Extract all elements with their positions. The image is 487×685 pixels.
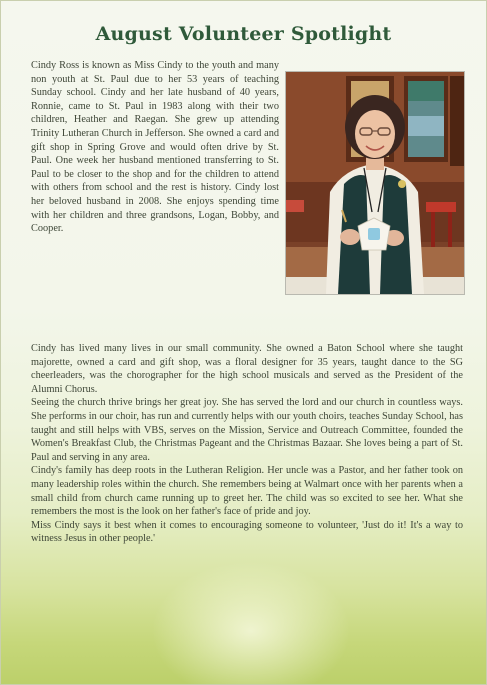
background-glow [151, 561, 351, 685]
page-title: August Volunteer Spotlight [95, 23, 392, 45]
intro-column [31, 59, 279, 236]
body-paragraph-church: Seeing the church thrive brings her great joy. She has served the lord and our church in countless ways. She performs in our choir, has run and currently helps with our youth choirs, teaches Sunday School, has taught and still helps with VBS, serves on the Mission, Service and Outreach Committee, founded the Women's Breakfast Club, the Christmas Pageant and the Christmas Bazaar. She loves being a part of St. Paul and serving in any area. [31, 397, 463, 463]
body-paragraph-family: Cindy's family has deep roots in the Lutheran Religion. Her uncle was a Pastor, and her father took on many leadership roles within the church. She remembers being at Walmart once with her parents when a small child from church came running up to greet her. The child was so excited to see her. What she remembers the most is the look on her father's face of pride and joy. [31, 465, 463, 518]
intro-paragraph: Cindy Ross is known as Miss Cindy to the youth and many non youth at St. Paul due to her 53 years of teaching Sunday school. Cindy and her late husband of 40 years, Ronnie, came to St. Paul in 1983 along with their two children, Heather and Raegan. She grew up attending Trinity Lutheran Church in Jefferson. She owned a card and gift shop in Spring Grove and would often drive by St. Paul. One week her husband mentioned transferring to St. Paul to be closer to the shop and for the children to attend with others from school and the rest is history. Cindy lost her beloved husband in 2008. She enjoys spending time with her children and three grandsons, Logan, Bobby, and Cooper. [31, 60, 279, 235]
main-body [31, 342, 463, 546]
body-paragraph-quote: Miss Cindy says it best when it comes to encouraging someone to volunteer, 'Just do it! It's a way to witness Jesus in other people.' [31, 519, 463, 545]
volunteer-photo [285, 71, 465, 295]
body-paragraph-lives: Cindy has lived many lives in our small community. She owned a Baton School where she taught majorette, owned a card and gift shop, was a floral designer for 35 years, taught dance to the SG cheerleaders, was the chorographer for the high school musicals and served as the President of the Alumni Chorus. [31, 343, 463, 395]
